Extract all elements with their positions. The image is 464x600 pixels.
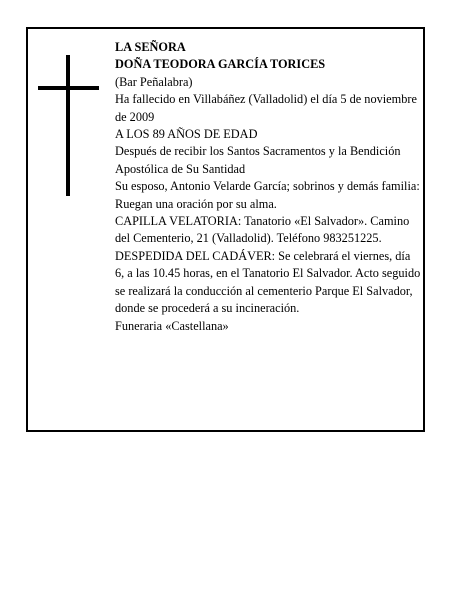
family: Su esposo, Antonio Velarde García; sobrinos y demás familia:	[115, 179, 420, 194]
prayer: Ruegan una oración por su alma.	[115, 196, 277, 211]
sacraments: Después de recibir los Santos Sacramentos y la Bendición Apostólica de Su Santidad	[115, 144, 401, 176]
cross-horizontal-bar	[38, 86, 99, 90]
nickname: (Bar Peñalabra)	[115, 74, 193, 89]
honorific: LA SEÑORA	[115, 40, 186, 54]
funeral-home: Funeraria «Castellana»	[115, 318, 229, 333]
age: A LOS 89 AÑOS DE EDAD	[115, 127, 258, 142]
chapel: CAPILLA VELATORIA: Tanatorio «El Salvador». Camino del Cementerio, 21 (Valladolid). Teléfono 983251225.	[115, 214, 410, 246]
death-info: Ha fallecido en Villabáñez (Valladolid) el día 5 de noviembre de 2009	[115, 92, 417, 124]
cross-vertical-bar	[66, 55, 70, 196]
deceased-name: DOÑA TEODORA GARCÍA TORICES	[115, 57, 326, 72]
farewell: DESPEDIDA DEL CADÁVER: Se celebrará el viernes, día 6, a las 10.45 horas, en el Tanatorio El Salvador. Acto seguido se realizará la conducción al cementerio Parque El Salvador, donde se procederá a su incineración.	[115, 248, 421, 316]
obituary-text	[115, 39, 421, 335]
